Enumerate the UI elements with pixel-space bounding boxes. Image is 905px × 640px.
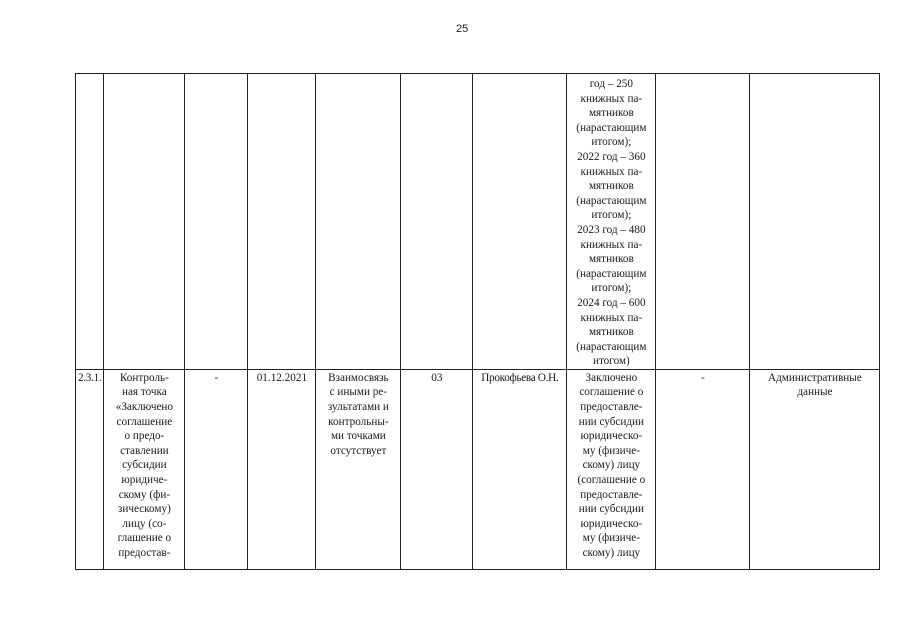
start-date: [185, 74, 247, 75]
relation-line: с иными ре-: [329, 386, 388, 399]
col10-line: Административные: [768, 371, 862, 384]
result-line: скому) лицу: [582, 547, 641, 559]
name-line: ставлении: [120, 444, 169, 457]
result-line: книжных па-: [580, 92, 643, 105]
name-cell: [104, 74, 185, 370]
name-line: глашение о: [117, 532, 172, 545]
code-text: 03: [431, 371, 443, 384]
result-line: юридическо-: [580, 430, 643, 443]
page-number: 25: [456, 23, 469, 35]
col9-cell: [656, 369, 750, 569]
end-date: 01.12.2021: [256, 371, 308, 384]
responsible-cell: [473, 74, 567, 370]
result-cell: [567, 369, 656, 569]
result-line: Заключено: [585, 371, 638, 384]
result-line: предоставле-: [580, 488, 643, 501]
col10-cell: [750, 74, 880, 370]
result-line: 2023 год – 480: [577, 223, 646, 236]
result-line: мятников: [588, 107, 634, 120]
result-line: мятников: [588, 180, 634, 193]
result-line: книжных па-: [580, 238, 643, 251]
relation-text: [316, 74, 400, 75]
name-line: предостав-: [118, 547, 171, 559]
result-cell: [567, 74, 656, 370]
plan-table: [75, 73, 880, 570]
code-text: [401, 74, 472, 75]
result-line: предоставле-: [580, 401, 643, 414]
result-line: итогом);: [591, 136, 632, 149]
row-number-cell: [76, 74, 104, 370]
start-date-cell: [185, 369, 248, 569]
row-number: [76, 74, 103, 75]
result-line: итогом);: [591, 282, 632, 295]
name-line: Контроль-: [119, 371, 169, 384]
name-line: о предо-: [124, 430, 165, 443]
name-line: зическому): [117, 503, 171, 516]
result-line: итогом);: [591, 209, 632, 222]
result-line: скому) лицу: [582, 459, 641, 472]
relation-line: зультатами и: [327, 401, 389, 414]
end-date-cell: [248, 369, 316, 569]
row-number: 2.3.1.: [78, 371, 102, 384]
code-cell: [401, 369, 473, 569]
code-cell: [401, 74, 473, 370]
relation-cell: [316, 369, 401, 569]
result-line: мятников: [588, 326, 634, 339]
result-line: книжных па-: [580, 165, 643, 178]
result-line: нии субсидии: [578, 415, 645, 428]
name-line: юридиче-: [121, 474, 168, 487]
row-number-cell: [76, 369, 104, 569]
name-cell: [104, 369, 185, 569]
result-line: (соглашение о: [577, 474, 646, 487]
col10-line: данные: [797, 386, 833, 399]
relation-line: Взаимосвязь: [328, 371, 389, 384]
name-line: ная точка: [121, 386, 167, 399]
result-line: (нарастающим: [576, 267, 647, 280]
result-line: (нарастающим: [576, 121, 647, 134]
responsible-cell: [473, 369, 567, 569]
result-line: соглашение о: [579, 386, 644, 399]
table-row: [76, 369, 880, 569]
start-date: -: [214, 371, 219, 384]
end-date-cell: [248, 74, 316, 370]
table-row: [76, 74, 880, 370]
end-date: [248, 74, 315, 75]
name-line: скому (фи-: [118, 488, 171, 501]
col10-text: [750, 74, 879, 75]
relation-line: ми точками: [330, 430, 386, 443]
col9-cell: [656, 74, 750, 370]
col9-text: -: [701, 371, 705, 384]
responsible-text: Прокофьева О.Н.: [481, 371, 559, 384]
result-line: юридическо-: [580, 517, 643, 530]
relation-cell: [316, 74, 401, 370]
name-text: [104, 74, 184, 75]
name-line: лицу (со-: [122, 517, 167, 530]
col10-cell: [750, 369, 880, 569]
result-line: (нарастающим: [576, 194, 647, 207]
name-line: «Заключено: [115, 401, 174, 414]
result-line: му (физиче-: [582, 444, 640, 457]
start-date-cell: [185, 74, 248, 370]
relation-line: отсутствует: [330, 444, 387, 457]
result-line: год – 250: [589, 78, 633, 90]
result-line: нии субсидии: [578, 503, 645, 516]
result-line: (нарастающим: [576, 340, 647, 353]
result-line: 2022 год – 360: [577, 150, 646, 163]
responsible-text: [473, 74, 566, 75]
name-line: субсидии: [122, 459, 167, 472]
result-line: 2024 год – 600: [577, 296, 646, 309]
col9-text: [656, 74, 749, 75]
result-line: итогом): [592, 355, 630, 368]
result-line: мятников: [588, 253, 634, 266]
result-line: му (физиче-: [582, 532, 640, 545]
relation-line: контрольны-: [328, 415, 389, 428]
name-line: соглашение: [116, 415, 173, 428]
result-line: книжных па-: [580, 311, 643, 324]
